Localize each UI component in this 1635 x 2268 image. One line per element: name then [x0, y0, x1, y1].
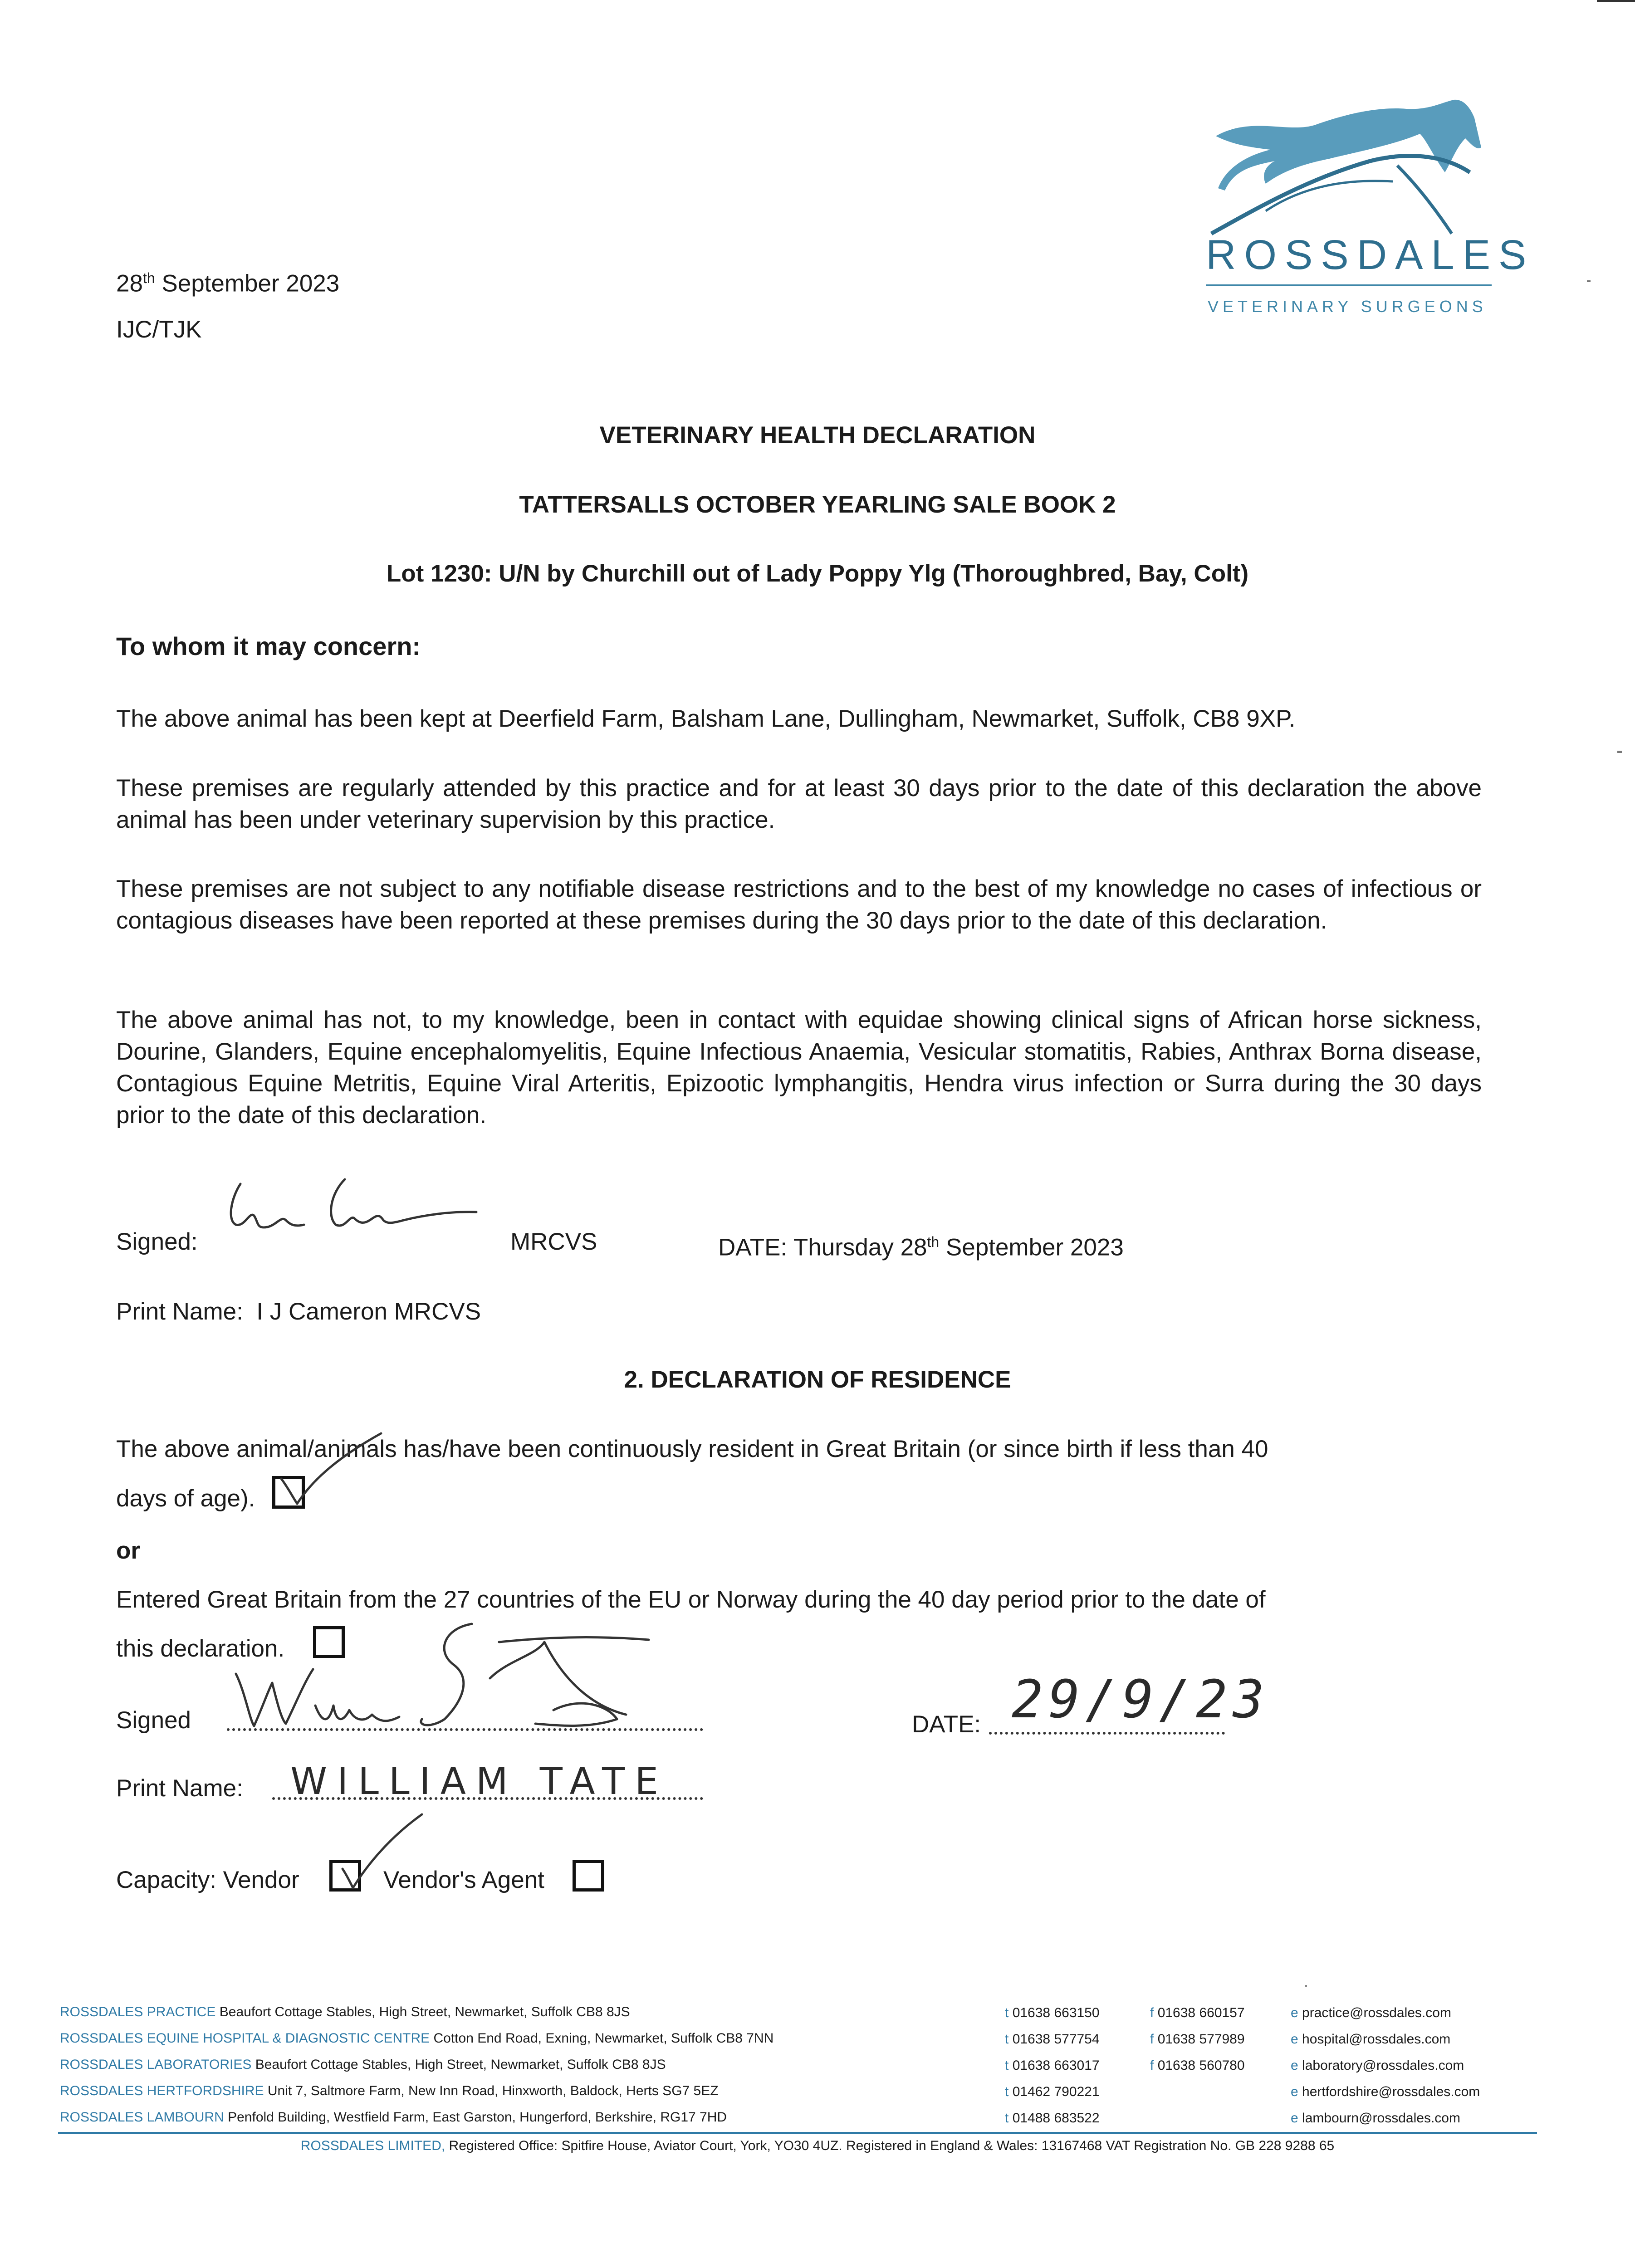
scan-speck	[1305, 1985, 1307, 1987]
paragraph-diseases: The above animal has not, to my knowledge, been in contact with equidae showing clinical signs of African horse sickness, Dourine, Glanders, Equine encephalomyelitis, Equine Infectious Anaemia, Vesicular stomatitis, Rabies, Anthrax Borna disease, Contagious Equine Metritis, Equine Viral Arteritis, Epizootic lymphangitis, Hendra virus infection or Surra during the 30 days prior to the date of this declaration.	[116, 1007, 1482, 1129]
footer-fax: f 01638 660157	[1150, 2005, 1245, 2020]
paragraph-premises: The above animal has been kept at Deerfield Farm, Balsham Lane, Dullingham, Newmarket, Suffolk, CB8 9XP.	[116, 705, 1296, 732]
agent-label: Vendor's Agent	[383, 1867, 544, 1893]
footer-registered-office: ROSSDALES LIMITED, Registered Office: Spitfire House, Aviator Court, York, YO30 4UZ. Registered in England & Wales: 13167468 VAT Registration No. GB 228 9288 65	[300, 2138, 1335, 2153]
scan-speck	[1587, 280, 1591, 282]
footer-address-row: ROSSDALES HERTFORDSHIRE Unit 7, Saltmore Farm, New Inn Road, Hinxworth, Baldock, Herts SG7 5EZ	[60, 2083, 719, 2098]
footer-fax: f 01638 560780	[1150, 2058, 1245, 2073]
or-separator: or	[116, 1537, 140, 1564]
salutation: To whom it may concern:	[116, 632, 421, 660]
footer-address-row: ROSSDALES LAMBOURN Penfold Building, Westfield Farm, East Garston, Hungerford, Berkshire, RG17 7HD	[60, 2110, 727, 2125]
vendor-date-label: DATE:	[912, 1711, 981, 1738]
paragraph-restrictions: These premises are not subject to any notifiable disease restrictions and to the best of my knowledge no cases of infectious or contagious diseases have been reported at these premises during the 30 days prior to the date of this declaration.	[116, 875, 1482, 934]
scan-edge-mark	[1597, 0, 1635, 2]
agent-checkbox[interactable]	[573, 1860, 604, 1892]
footer-divider	[58, 2132, 1537, 2134]
letter-date: 28th September 2023	[116, 270, 340, 297]
brand-divider	[1206, 284, 1492, 286]
residence-option2-text: Entered Great Britain from the 27 countries of the EU or Norway during the 40 day period prior to the date of	[116, 1586, 1266, 1613]
brand-subtitle: VETERINARY SURGEONS	[1208, 297, 1487, 316]
residence-option2-text-cont: this declaration.	[116, 1635, 285, 1662]
residence-heading: 2. DECLARATION OF RESIDENCE	[624, 1366, 1011, 1393]
footer-email: e hospital@rossdales.com	[1291, 2032, 1451, 2047]
vendor-print-name-label: Print Name:	[116, 1775, 243, 1802]
vendor-print-name-value: WILLIAM TATE	[290, 1760, 669, 1803]
capacity-label: Capacity: Vendor	[116, 1867, 299, 1893]
footer-email: e lambourn@rossdales.com	[1291, 2111, 1460, 2126]
rossdales-logo	[1198, 98, 1535, 324]
checkmark-icon	[272, 1429, 390, 1510]
paragraph-supervision: These premises are regularly attended by this practice and for at least 30 days prior to the date of this declaration the above animal has been under veterinary supervision by this practice.	[116, 775, 1482, 833]
footer-phone: t 01462 790221	[1005, 2084, 1100, 2099]
vendor-signed-label: Signed	[116, 1707, 191, 1734]
footer-email: e practice@rossdales.com	[1291, 2005, 1451, 2020]
footer-fax: f 01638 577989	[1150, 2032, 1245, 2047]
scan-speck	[1617, 751, 1622, 753]
footer-address-row: ROSSDALES PRACTICE Beaufort Cottage Stables, High Street, Newmarket, Suffolk CB8 8JS	[60, 2004, 630, 2019]
vendor-date-value: 29/9/23	[1012, 1669, 1270, 1730]
footer-email: e hertfordshire@rossdales.com	[1291, 2084, 1480, 2099]
footer-phone: t 01638 577754	[1005, 2032, 1100, 2047]
vet-signed-label: Signed:	[116, 1228, 198, 1255]
residence-option1-text: The above animal/animals has/have been continuously resident in Great Britain (or since birth if less than 40	[116, 1436, 1268, 1462]
brand-name: ROSSDALES	[1206, 232, 1535, 278]
vet-print-name: Print Name: I J Cameron MRCVS	[116, 1298, 481, 1325]
vet-signature-image	[213, 1161, 494, 1261]
footer-address-row: ROSSDALES LABORATORIES Beaufort Cottage Stables, High Street, Newmarket, Suffolk CB8 8JS	[60, 2057, 666, 2072]
letter-reference: IJC/TJK	[116, 316, 202, 343]
vet-date: DATE: Thursday 28th September 2023	[718, 1234, 1124, 1261]
footer-address-row: ROSSDALES EQUINE HOSPITAL & DIAGNOSTIC CENTRE Cotton End Road, Exning, Newmarket, Suffolk CB8 7NN	[60, 2031, 774, 2046]
footer-phone: t 01638 663150	[1005, 2005, 1100, 2020]
vendor-date-line	[989, 1732, 1225, 1735]
residence-option1-text-cont: days of age).	[116, 1485, 255, 1512]
footer-phone: t 01488 683522	[1005, 2111, 1100, 2126]
lot-title: Lot 1230: U/N by Churchill out of Lady Poppy Ylg (Thoroughbred, Bay, Colt)	[386, 560, 1249, 587]
horse-logo-icon	[1198, 98, 1493, 238]
declaration-title: VETERINARY HEALTH DECLARATION	[599, 422, 1036, 449]
sale-title: TATTERSALLS OCTOBER YEARLING SALE BOOK 2	[519, 491, 1116, 518]
vet-mrcvs-suffix: MRCVS	[510, 1228, 597, 1255]
footer-email: e laboratory@rossdales.com	[1291, 2058, 1464, 2073]
vendor-signature-image	[218, 1615, 694, 1733]
footer-phone: t 01638 663017	[1005, 2058, 1100, 2073]
